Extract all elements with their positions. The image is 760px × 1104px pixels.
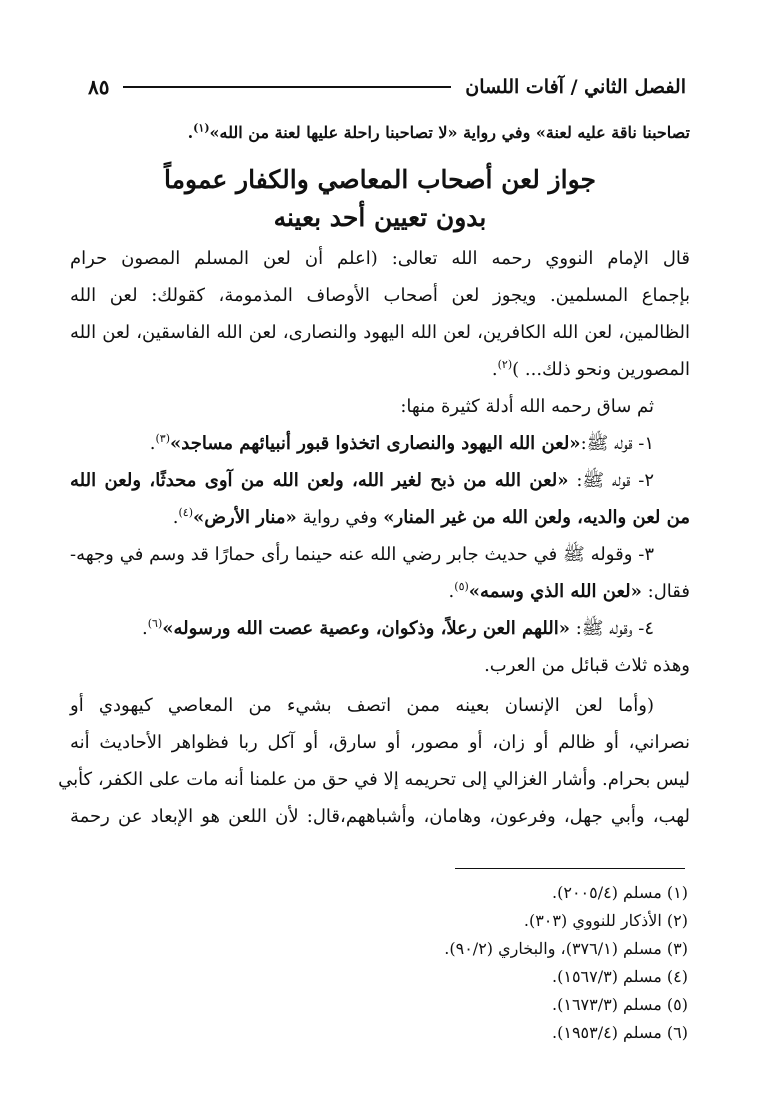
footnote-5: (٥) مسلم (١٦٧٣/٣). xyxy=(552,995,688,1014)
para1-line3: الظالمين، لعن الله الكافرين، لعن الله اليهود والنصارى، لعن الله الفاسقين، لعن الله xyxy=(70,322,690,343)
para2-line3: ليس بحرام. وأشار الغزالي إلى تحريمه إلا في حق من علمنا أنه مات على الكفر، كأبي xyxy=(58,769,690,790)
para2-line4: لهب، وأبي جهل، وفرعون، وهامان، وأشباههم،قال: لأن اللعن هو الإبعاد عن رحمة xyxy=(70,806,690,827)
page-number: ٨٥ xyxy=(88,75,110,99)
para1-line1: قال الإمام النووي رحمه الله تعالى: (اعلم أن لعن المسلم المصون حرام xyxy=(70,248,690,269)
footnote-2: (٢) الأذكار للنووي (٣٠٣). xyxy=(523,911,688,930)
header-rule xyxy=(123,86,451,88)
evidence-item-2-line1: ٢- قوله ﷺ: «لعن الله من ذبح لغير الله، ولعن الله من آوى محدثًا، ولعن الله xyxy=(70,470,654,491)
footnote-ref: (١) xyxy=(193,121,210,135)
footnote-3: (٣) مسلم (٣٧٦/١)، والبخاري (٩٠/٢). xyxy=(444,939,688,958)
footnote-separator xyxy=(455,868,685,869)
para1-line4: المصورين ونحو ذلك... )$^{(٢)}$. xyxy=(491,358,690,380)
evidence-item-3-line1: ٣- وقوله ﷺ في حديث جابر رضي الله عنه حينما رأى حمارًا قد وسم في وجهه- xyxy=(70,544,654,565)
footnote-ref: (٤) xyxy=(178,506,193,519)
evidence-item-4: ٤- وقوله ﷺ: «اللهم العن رعلاً، وذكوان، وعصية عصت الله ورسوله»$^{(٦)}$. xyxy=(142,617,654,639)
section-heading-line1: جواز لعن أصحاب المعاصي والكفار عموماً xyxy=(164,165,596,194)
footnote-4: (٤) مسلم (١٥٦٧/٣). xyxy=(552,967,688,986)
para2-line1: (وأما لعن الإنسان بعينه ممن اتصف بشيء من المعاصي كيهودي أو xyxy=(70,695,654,716)
evidence-intro: ثم ساق رحمه الله أدلة كثيرة منها: xyxy=(400,396,654,417)
footnote-1: (١) مسلم (٢٠٠٥/٤). xyxy=(552,883,688,902)
footnote-ref: (٦) xyxy=(147,617,163,630)
evidence-item-2-line2: من لعن والديه، ولعن الله من غير المنار» وفي رواية «منار الأرض»$^{(٤)}$. xyxy=(172,506,690,528)
footnote-ref: (٢) xyxy=(497,358,513,371)
footnote-6: (٦) مسلم (١٩٥٣/٤). xyxy=(552,1023,688,1042)
footnote-ref: (٥) xyxy=(454,580,469,593)
intro-line: تصاحبنا ناقة عليه لعنة» وفي رواية «لا تصاحبنا راحلة عليها لعنة من الله»$^{(١)}$. xyxy=(187,121,690,142)
evidence-item-3-line2: فقال: «لعن الله الذي وسمه»$^{(٥)}$. xyxy=(448,580,690,602)
running-header xyxy=(88,70,686,104)
para2-line2: نصراني، أو ظالم أو زان، أو مصور، أو سارق، أو آكل ربا فظواهر الأحاديث أنه xyxy=(70,732,690,753)
chapter-title: الفصل الثاني / آفات اللسان xyxy=(465,76,686,98)
para1-line2: بإجماع المسلمين. ويجوز لعن أصحاب الأوصاف المذمومة، كقولك: لعن الله xyxy=(70,285,690,306)
evidence-item-4-note: وهذه ثلاث قبائل من العرب. xyxy=(484,655,690,676)
footnote-ref: (٣) xyxy=(155,432,171,445)
section-heading-line2: بدون تعيين أحد بعينه xyxy=(273,203,487,232)
evidence-item-1: ١- قوله ﷺ:«لعن الله اليهود والنصارى اتخذوا قبور أنبيائهم مساجد»$^{(٣)}$. xyxy=(149,432,654,454)
